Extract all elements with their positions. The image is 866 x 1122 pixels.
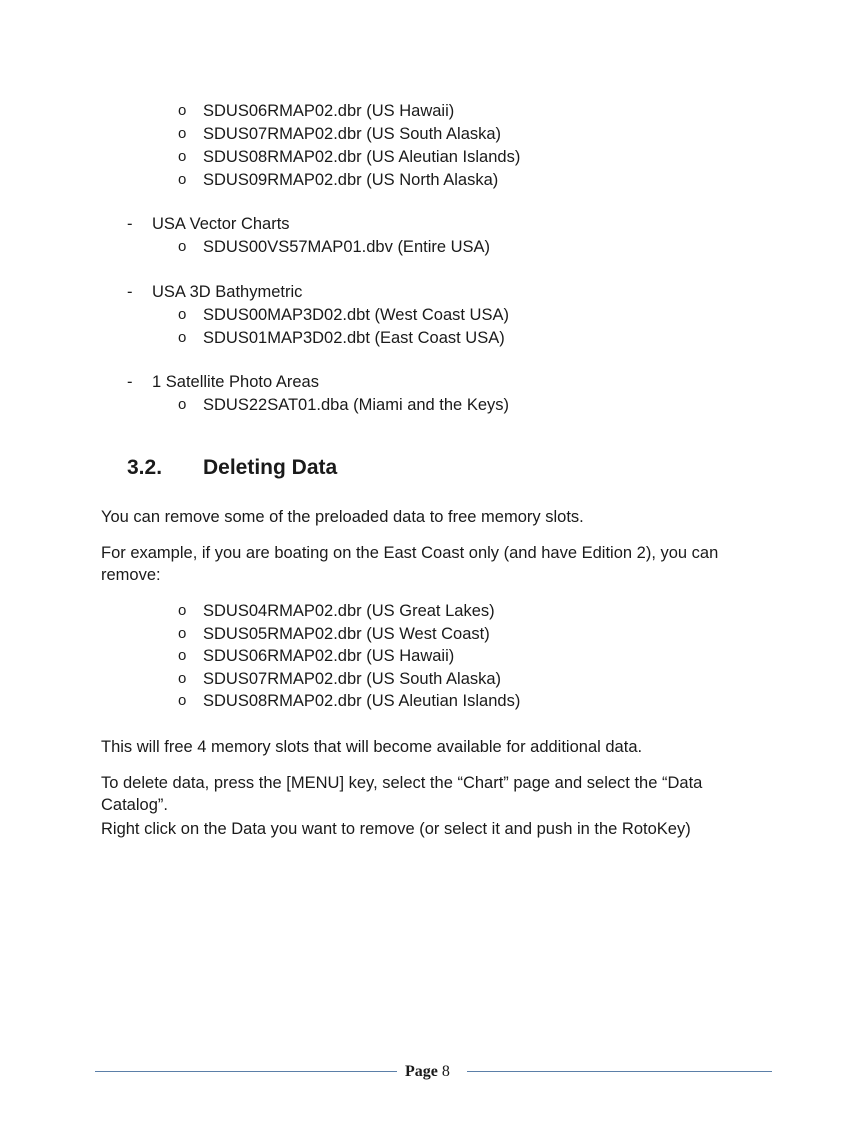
list-bullet: o — [178, 125, 187, 142]
list-item: SDUS00MAP3D02.dbt (West Coast USA) — [203, 306, 509, 324]
list-item: SDUS07RMAP02.dbr (US South Alaska) — [203, 125, 502, 143]
footer-rule-left — [95, 1071, 397, 1072]
list-item: SDUS06RMAP02.dbr (US Hawaii) — [203, 102, 455, 120]
list-bullet: o — [178, 647, 187, 664]
list-item: SDUS08RMAP02.dbr (US Aleutian Islands) — [203, 148, 521, 166]
paragraph-example: For example, if you are boating on the East Coast only (and have Edition 2), you can remove: — [101, 544, 719, 584]
list-item: SDUS08RMAP02.dbr (US Aleutian Islands) — [203, 692, 521, 710]
group-dash: - — [127, 215, 133, 233]
list-bullet: o — [178, 148, 187, 165]
paragraph-delete-instructions: To delete data, press the [MENU] key, select the “Chart” page and select the “Data Catalog”. — [101, 774, 703, 814]
page-footer — [405, 1061, 450, 1083]
section-title: Deleting Data — [203, 456, 338, 479]
paragraph-right-click: Right click on the Data you want to remove (or select it and push in the RotoKey) — [101, 820, 691, 838]
list-item: SDUS22SAT01.dba (Miami and the Keys) — [203, 396, 509, 414]
list-bullet: o — [178, 670, 187, 687]
page-label: Page — [405, 1063, 438, 1080]
page-number: 8 — [441, 1063, 450, 1080]
group-label: 1 Satellite Photo Areas — [152, 373, 319, 391]
list-bullet: o — [178, 602, 187, 619]
list-item: SDUS07RMAP02.dbr (US South Alaska) — [203, 670, 502, 688]
list-item: SDUS01MAP3D02.dbt (East Coast USA) — [203, 329, 505, 347]
list-bullet: o — [178, 396, 187, 413]
list-bullet: o — [178, 306, 187, 323]
list-bullet: o — [178, 171, 187, 188]
footer-rule-right — [467, 1071, 772, 1072]
list-item: SDUS00VS57MAP01.dbv (Entire USA) — [203, 238, 491, 256]
list-item: SDUS04RMAP02.dbr (US Great Lakes) — [203, 602, 495, 620]
paragraph-intro: You can remove some of the preloaded data to free memory slots. — [101, 508, 584, 526]
list-bullet: o — [178, 329, 187, 346]
list-item: SDUS06RMAP02.dbr (US Hawaii) — [203, 647, 455, 665]
list-bullet: o — [178, 102, 187, 119]
group-dash: - — [127, 283, 133, 301]
group-dash: - — [127, 373, 133, 391]
group-label: USA Vector Charts — [152, 215, 290, 233]
list-bullet: o — [178, 692, 187, 709]
list-item: SDUS05RMAP02.dbr (US West Coast) — [203, 625, 490, 643]
list-item: SDUS09RMAP02.dbr (US North Alaska) — [203, 171, 499, 189]
paragraph-free-slots: This will free 4 memory slots that will become available for additional data. — [101, 738, 643, 756]
list-bullet: o — [178, 238, 187, 255]
list-bullet: o — [178, 625, 187, 642]
section-number: 3.2. — [127, 456, 163, 479]
group-label: USA 3D Bathymetric — [152, 283, 303, 301]
